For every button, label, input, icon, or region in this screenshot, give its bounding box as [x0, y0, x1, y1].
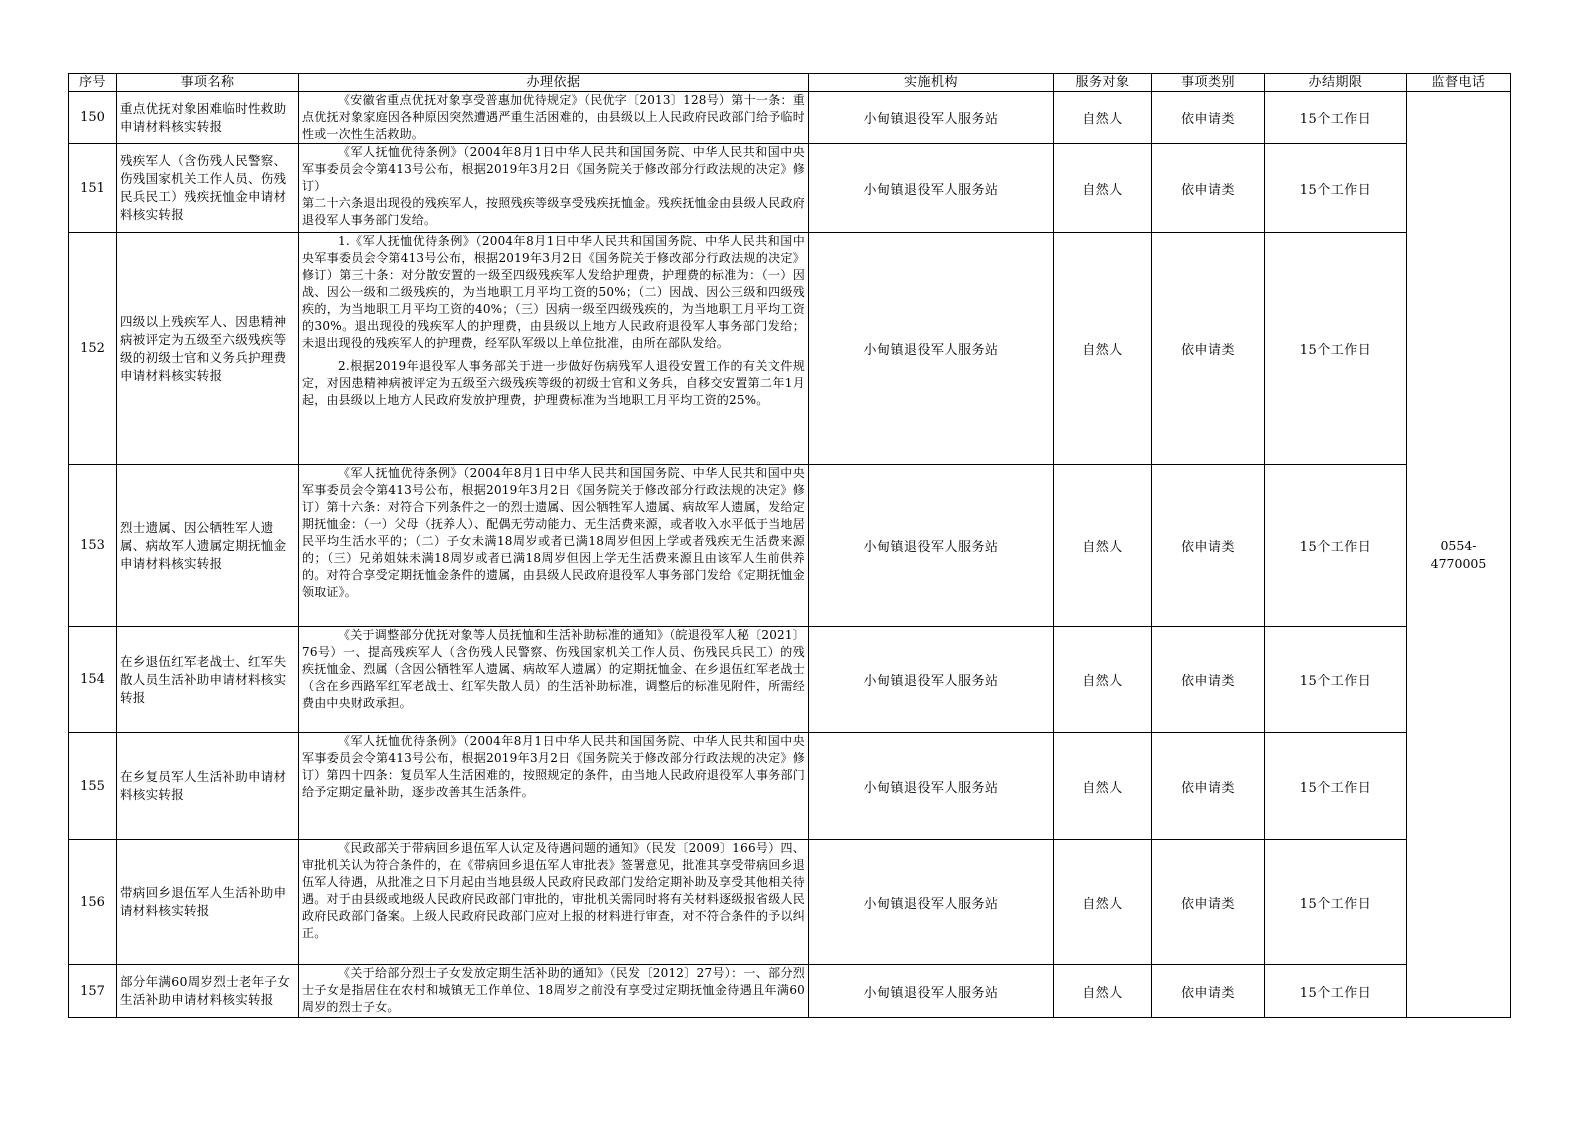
table-row — [69, 627, 1511, 733]
row-deadline: 15个工作日 — [1265, 965, 1407, 1018]
phone-line-2: 4770005 — [1430, 555, 1487, 571]
row-name: 烈士遗属、因公牺牲军人遗属、病故军人遗属定期抚恤金申请材料核实转报 — [117, 465, 299, 627]
table-row — [69, 144, 1511, 233]
basis-paragraph: 《关于给部分烈士子女发放定期生活补助的通知》（民发〔2012〕27号）：一、部分烈士子女是指居住在农村和城镇无工作单位、18周岁之前没有享受过定期抚恤金待遇且年满60周岁的烈士子女。 — [302, 966, 805, 1014]
row-target: 自然人 — [1054, 92, 1152, 144]
row-name: 在乡复员军人生活补助申请材料核实转报 — [117, 733, 299, 840]
row-category: 依申请类 — [1152, 627, 1265, 733]
row-basis — [299, 627, 809, 733]
row-basis — [299, 465, 809, 627]
row-agency: 小甸镇退役军人服务站 — [809, 840, 1054, 965]
table-row — [69, 733, 1511, 840]
basis-paragraph: 《军人抚恤优待条例》（2004年8月1日中华人民共和国国务院、中华人民共和国中央军事委员会令第413号公布，根据2019年3月2日《国务院关于修改部分行政法规的决定》修订）第十六条：对符合下列条件之一的烈士遗属、因公牺牲军人遗属、病故军人遗属，发给定期抚恤金：（一）父母（抚养人）、配偶无劳动能力、无生活费来源，或者收入水平低于当地居民平均生活水平的；（二）子女未满18周岁或者已满18周岁但因上学或者残疾无生活费来源的；（三）兄弟姐妹未满18周岁或者已满18周岁但因上学无生活费来源且由该军人生前供养的。对符合享受定期抚恤金条件的遗属，由县级人民政府退役军人事务部门发给《定期抚恤金领取证》。 — [302, 466, 805, 599]
row-seq: 154 — [69, 627, 117, 733]
table-row — [69, 465, 1511, 627]
basis-paragraph: 《关于调整部分优抚对象等人员抚恤和生活补助标准的通知》（皖退役军人秘〔2021〕76号）一、提高残疾军人（含伤残人民警察、伤残国家机关工作人员、伤残民兵民工）的残疾抚恤金、烈属（含因公牺牲军人遗属、病故军人遗属）的定期抚恤金、在乡退伍红军老战士（含在乡西路军红军老战士、红军失散人员）的生活补助标准，调整后的标准见附件，所需经费由中央财政承担。 — [302, 628, 805, 710]
row-name: 四级以上残疾军人、因患精神病被评定为五级至六级残疾等级的初级士官和义务兵护理费申请材料核实转报 — [117, 233, 299, 465]
basis-paragraph: 1.《军人抚恤优待条例》（2004年8月1日中华人民共和国国务院、中华人民共和国中央军事委员会令第413号公布，根据2019年3月2日《国务院关于修改部分行政法规的决定》修订）第三十条：对分散安置的一级至四级残疾军人发给护理费，护理费的标准为：（一）因战、因公一级和二级残疾的，为当地职工月平均工资的50%；（二）因战、因公三级和四级残疾的，为当地职工月平均工资的40%；（三）因病一级至四级残疾的，为当地职工月平均工资的30%。退出现役的残疾军人的护理费，由县级以上地方人民政府退役军人事务部门发给；未退出现役的残疾军人的护理费，经军队军级以上单位批准，由所在部队发给。 — [302, 234, 805, 350]
header-phone: 监督电话 — [1407, 74, 1511, 92]
row-target: 自然人 — [1054, 840, 1152, 965]
row-deadline: 15个工作日 — [1265, 840, 1407, 965]
row-seq: 153 — [69, 465, 117, 627]
row-deadline: 15个工作日 — [1265, 233, 1407, 465]
table-row — [69, 965, 1511, 1018]
row-category: 依申请类 — [1152, 840, 1265, 965]
row-seq: 157 — [69, 965, 117, 1018]
row-target: 自然人 — [1054, 233, 1152, 465]
row-seq: 152 — [69, 233, 117, 465]
row-target: 自然人 — [1054, 733, 1152, 840]
row-agency: 小甸镇退役军人服务站 — [809, 233, 1054, 465]
row-deadline: 15个工作日 — [1265, 733, 1407, 840]
row-name: 在乡退伍红军老战士、红军失散人员生活补助申请材料核实转报 — [117, 627, 299, 733]
row-basis — [299, 233, 809, 465]
table-row — [69, 233, 1511, 465]
row-target: 自然人 — [1054, 144, 1152, 233]
basis-paragraph: 《军人抚恤优待条例》（2004年8月1日中华人民共和国国务院、中华人民共和国中央军事委员会令第413号公布，根据2019年3月2日《国务院关于修改部分行政法规的决定》修订） — [302, 145, 805, 193]
table-row — [69, 92, 1511, 144]
row-name: 部分年满60周岁烈士老年子女生活补助申请材料核实转报 — [117, 965, 299, 1018]
row-agency: 小甸镇退役军人服务站 — [809, 965, 1054, 1018]
row-category: 依申请类 — [1152, 144, 1265, 233]
row-deadline: 15个工作日 — [1265, 144, 1407, 233]
row-category: 依申请类 — [1152, 92, 1265, 144]
row-category: 依申请类 — [1152, 733, 1265, 840]
row-deadline: 15个工作日 — [1265, 92, 1407, 144]
row-name: 带病回乡退伍军人生活补助申请材料核实转报 — [117, 840, 299, 965]
row-category: 依申请类 — [1152, 233, 1265, 465]
supervision-phone — [1407, 92, 1511, 1018]
row-target: 自然人 — [1054, 627, 1152, 733]
row-seq: 156 — [69, 840, 117, 965]
basis-paragraph: 《民政部关于带病回乡退伍军人认定及待遇问题的通知》（民发〔2009〕166号）四、审批机关认为符合条件的，在《带病回乡退伍军人审批表》签署意见，批准其享受带病回乡退伍军人待遇，从批准之日下月起由当地县级人民政府民政部门发给定期补助及享受其他相关待遇。对于由县级或地级人民政府民政部门审批的，审批机关需同时将有关材料逐级报省级人民政府民政部门备案。上级人民政府民政部门应对上报的材料进行审查，对不符合条件的予以纠正。 — [302, 841, 805, 940]
row-deadline: 15个工作日 — [1265, 627, 1407, 733]
row-seq: 151 — [69, 144, 117, 233]
row-agency: 小甸镇退役军人服务站 — [809, 144, 1054, 233]
row-basis — [299, 92, 809, 144]
row-agency: 小甸镇退役军人服务站 — [809, 465, 1054, 627]
row-basis — [299, 965, 809, 1018]
row-agency: 小甸镇退役军人服务站 — [809, 627, 1054, 733]
phone-line-1: 0554- — [1440, 537, 1477, 553]
row-agency: 小甸镇退役军人服务站 — [809, 733, 1054, 840]
row-basis — [299, 144, 809, 233]
header-deadline: 办结期限 — [1265, 74, 1407, 92]
row-basis — [299, 733, 809, 840]
row-name: 残疾军人（含伤残人民警察、伤残国家机关工作人员、伤残民兵民工）残疾抚恤金申请材料核实转报 — [117, 144, 299, 233]
basis-paragraph: 2.根据2019年退役军人事务部关于进一步做好伤病残军人退役安置工作的有关文件规定，对因患精神病被评定为五级至六级残疾等级的初级士官和义务兵，自移交安置第二年1月起，由县级以上地方人民政府发放护理费，护理费标准为当地职工月平均工资的25%。 — [302, 359, 805, 407]
basis-paragraph: 《军人抚恤优待条例》（2004年8月1日中华人民共和国国务院、中华人民共和国中央军事委员会令第413号公布，根据2019年3月2日《国务院关于修改部分行政法规的决定》修订）第四十四条：复员军人生活困难的，按照规定的条件，由当地人民政府退役军人事务部门给予定期定量补助，逐步改善其生活条件。 — [302, 734, 805, 799]
row-name: 重点优抚对象困难临时性救助申请材料核实转报 — [117, 92, 299, 144]
table-row — [69, 840, 1511, 965]
row-agency: 小甸镇退役军人服务站 — [809, 92, 1054, 144]
row-category: 依申请类 — [1152, 465, 1265, 627]
row-seq: 150 — [69, 92, 117, 144]
row-seq: 155 — [69, 733, 117, 840]
basis-paragraph: 第二十六条退出现役的残疾军人，按照残疾等级享受残疾抚恤金。残疾抚恤金由县级人民政府退役军人事务部门发给。 — [302, 196, 805, 227]
row-target: 自然人 — [1054, 465, 1152, 627]
service-items-table — [68, 73, 1511, 1018]
header-agency: 实施机构 — [809, 74, 1054, 92]
header-category: 事项类别 — [1152, 74, 1265, 92]
header-name: 事项名称 — [117, 74, 299, 92]
row-category: 依申请类 — [1152, 965, 1265, 1018]
header-basis: 办理依据 — [299, 74, 809, 92]
row-basis — [299, 840, 809, 965]
row-target: 自然人 — [1054, 965, 1152, 1018]
row-deadline: 15个工作日 — [1265, 465, 1407, 627]
header-target: 服务对象 — [1054, 74, 1152, 92]
header-seq: 序号 — [69, 74, 117, 92]
basis-paragraph: 《安徽省重点优抚对象享受普惠加优待规定》（民优字〔2013〕128号）第十一条：重点优抚对象家庭因各种原因突然遭遇严重生活困难的，由县级以上人民政府民政部门给予临时性或一次性生活救助。 — [302, 93, 805, 141]
header-row — [69, 74, 1511, 92]
